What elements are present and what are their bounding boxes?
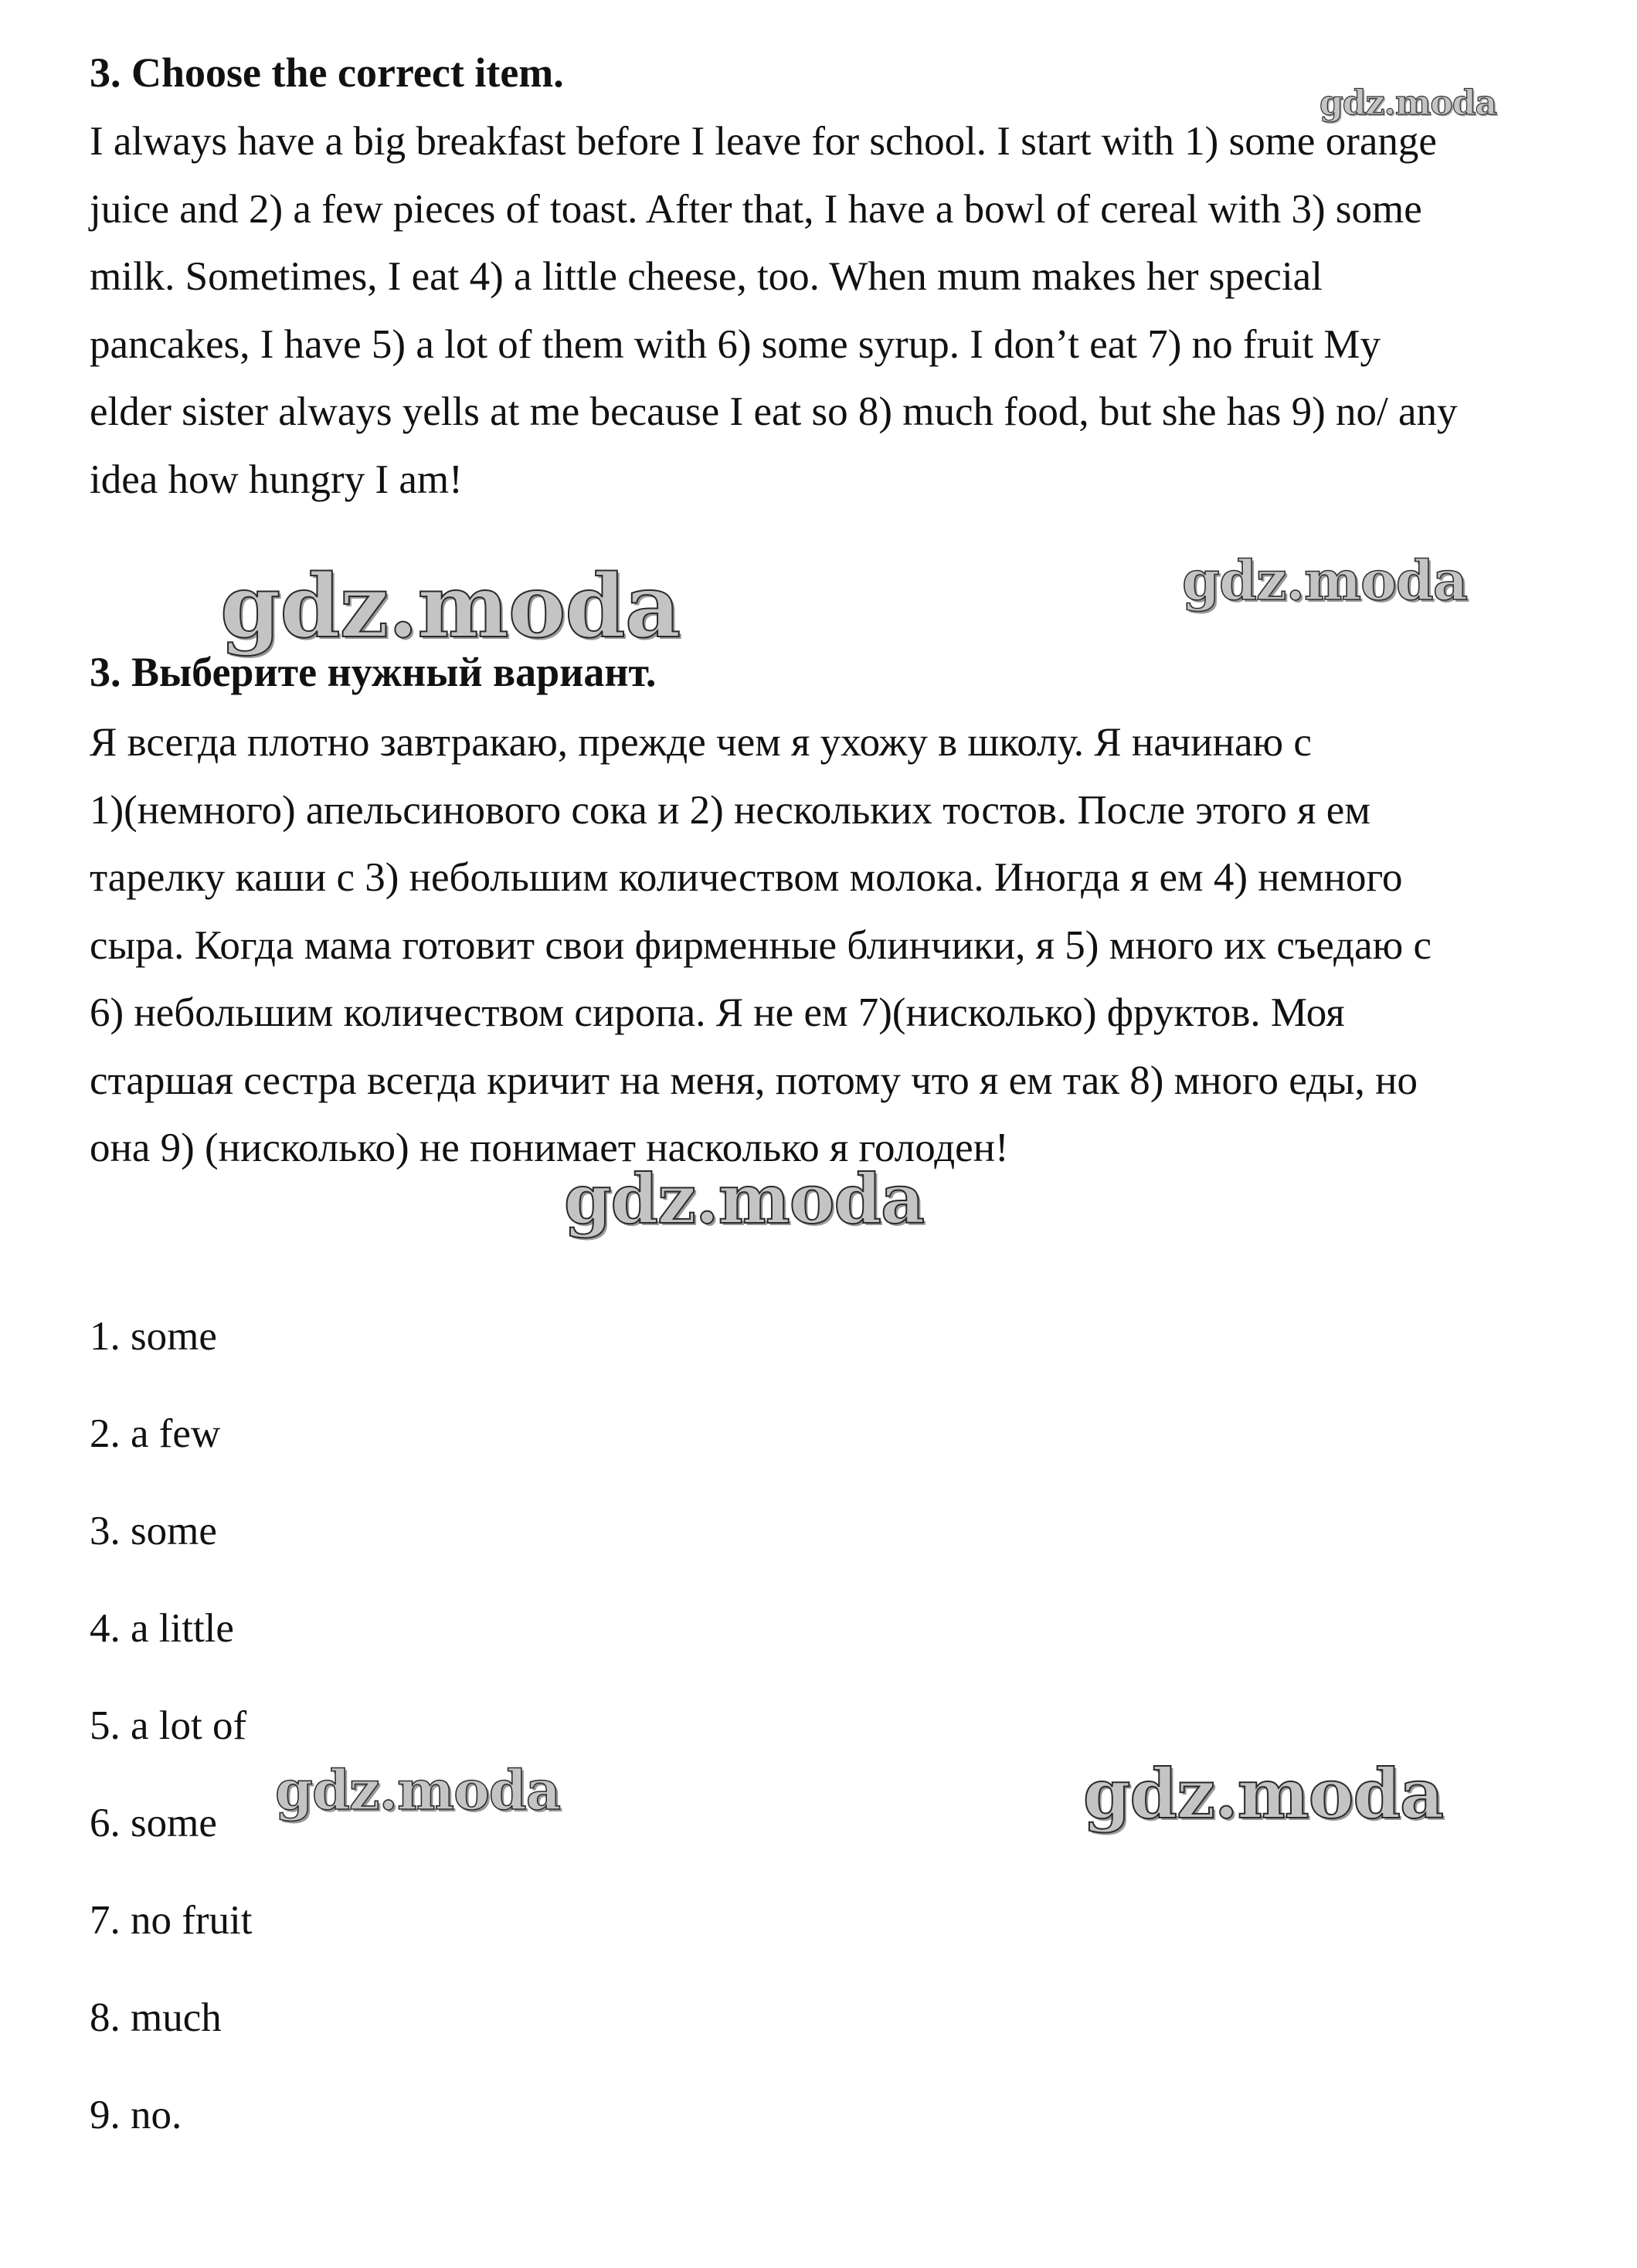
russian-text-line: она 9) (нисколько) не понимает насколько я голоден! — [90, 1126, 1009, 1170]
russian-text-line: 1)(немного) апельсинового сока и 2) нескольких тостов. После этого я ем — [90, 787, 1370, 833]
answer-item: 7. no fruit — [90, 1898, 253, 1943]
russian-exercise-heading: 3. Выберите нужный вариант. — [90, 649, 657, 695]
english-exercise-heading: 3. Choose the correct item. — [90, 49, 564, 96]
russian-exercise-text — [90, 709, 1604, 1183]
watermark-logo: gdz.moda — [275, 1758, 561, 1822]
watermark-logo: gdz.moda — [1083, 1754, 1444, 1834]
answer-item: 3. some — [90, 1509, 217, 1553]
russian-text-line: старшая сестра всегда кричит на меня, потому что я ем так 8) много еды, но — [90, 1058, 1418, 1103]
english-text-line: I always have a big breakfast before I leave for school. I start with 1) some orange — [90, 119, 1437, 164]
answer-item: 6. some — [90, 1801, 217, 1845]
russian-text-line: Я всегда плотно завтракаю, прежде чем я ухожу в школу. Я начинаю с — [90, 720, 1312, 765]
russian-text-line: тарелку каши с 3) небольшим количеством молока. Иногда я ем 4) немного — [90, 855, 1403, 900]
watermark-logo: gdz.moda — [564, 1159, 925, 1239]
russian-text-line: сыра. Когда мама готовит свои фирменные блинчики, я 5) много их съедаю с — [90, 922, 1432, 968]
answer-item: 1. some — [90, 1314, 217, 1359]
answer-item: 9. no. — [90, 2093, 182, 2137]
russian-text-line: 6) небольшим количеством сиропа. Я не ем 7)(нисколько) фруктов. Моя — [90, 990, 1345, 1035]
watermark-logo: gdz.moda — [1319, 83, 1497, 123]
english-exercise-text — [90, 108, 1604, 514]
watermark-logo: gdz.moda — [220, 556, 681, 657]
answer-item: 2. a few — [90, 1411, 221, 1456]
answer-item: 8. much — [90, 1995, 222, 2040]
watermark-logo: gdz.moda — [1182, 548, 1468, 613]
english-text-line: idea how hungry I am! — [90, 457, 463, 502]
english-text-line: juice and 2) a few pieces of toast. After that, I have a bowl of cereal with 3) some — [90, 186, 1422, 232]
answer-list — [90, 1313, 253, 2189]
english-text-line: elder sister always yells at me because I eat so 8) much food, but she has 9) no/ any — [90, 389, 1458, 434]
english-text-line: pancakes, I have 5) a lot of them with 6) some syrup. I don’t eat 7) no fruit My — [90, 321, 1381, 367]
english-text-line: milk. Sometimes, I eat 4) a little cheese, too. When mum makes her special — [90, 254, 1323, 299]
answer-item: 5. a lot of — [90, 1703, 247, 1748]
answer-item: 4. a little — [90, 1606, 234, 1651]
